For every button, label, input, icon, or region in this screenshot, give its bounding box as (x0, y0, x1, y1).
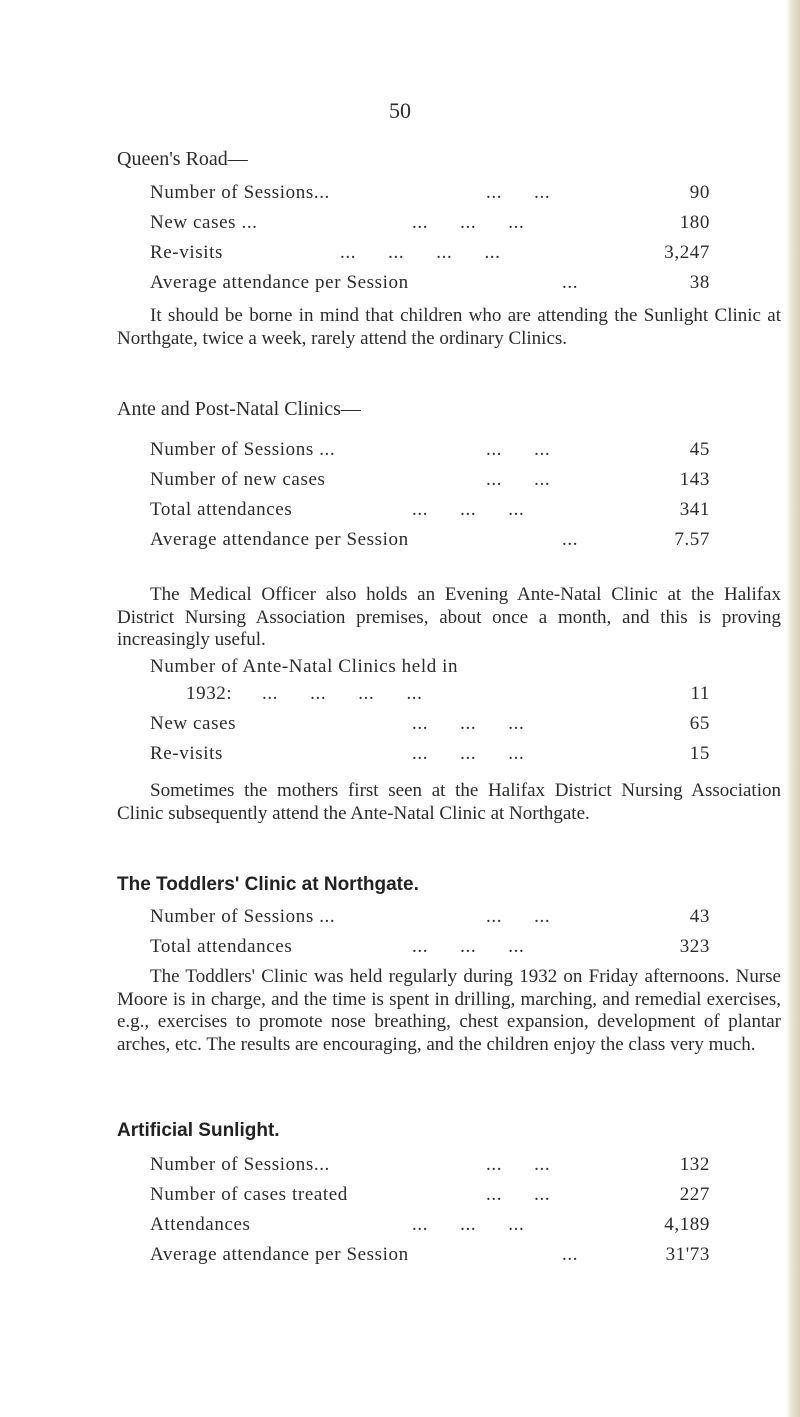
stat-label: Re-visits (150, 743, 223, 764)
dot-leader: ... ... ... (412, 1214, 525, 1235)
dot-leader: ... ... (486, 439, 551, 460)
stat-label: Number of Sessions ... (150, 906, 336, 927)
stat-label: New cases ... (150, 212, 258, 233)
stat-row (150, 713, 710, 739)
stat-label: Re-visits (150, 242, 223, 263)
dot-leader: ... ... (486, 1184, 551, 1205)
stat-label: Number of Sessions... (150, 1154, 330, 1175)
stat-label: Number of Sessions ... (150, 439, 336, 460)
stat-value: 11 (690, 683, 710, 704)
stat-label: 1932: (186, 683, 233, 704)
stat-label: Number of new cases (150, 469, 326, 490)
dot-leader: ... ... ... ... (262, 683, 423, 704)
dot-leader: ... ... (486, 906, 551, 927)
dot-leader: ... (562, 272, 579, 293)
queens-road-note: It should be borne in mind that children who are attending the Sunlight Clinic at Northgate, twice a week, rarely attend the ordinary Clinics. (117, 305, 781, 349)
stat-label: Total attendances (150, 936, 293, 957)
stat-label: Average attendance per Session (150, 529, 409, 550)
stat-value: 132 (679, 1154, 710, 1175)
page-edge-shadow (786, 0, 800, 1417)
stat-value: 3,247 (664, 242, 710, 263)
dot-leader: ... ... ... (412, 212, 525, 233)
stat-row (150, 242, 710, 268)
stat-value: 65 (689, 713, 710, 734)
stat-value: 4,189 (664, 1214, 710, 1235)
stat-row (150, 1154, 710, 1180)
stat-row (150, 683, 710, 709)
stat-row (150, 212, 710, 238)
stat-value: 180 (679, 212, 710, 233)
stat-row (150, 1214, 710, 1240)
stat-label: Average attendance per Session (150, 272, 409, 293)
stat-value: 43 (689, 906, 710, 927)
stat-value: 45 (689, 439, 710, 460)
stat-label: New cases (150, 713, 237, 734)
dot-leader: ... ... ... (412, 743, 525, 764)
stat-label: Average attendance per Session (150, 1244, 409, 1265)
evening-clinic-paragraph: The Medical Officer also holds an Evening Ante-Natal Clinic at the Halifax District Nursing Association premises, about once a month, and this is proving increasingly useful. (117, 584, 781, 650)
dot-leader: ... (562, 529, 579, 550)
stat-row (150, 1244, 710, 1270)
stat-row (150, 743, 710, 769)
dot-leader: ... ... ... ... (340, 242, 501, 263)
stat-row (150, 906, 710, 932)
stat-row (150, 499, 710, 525)
ante-post-natal-heading: Ante and Post-Natal Clinics— (117, 398, 361, 420)
stat-row (150, 529, 710, 555)
stat-label: Attendances (150, 1214, 251, 1235)
stat-label: Total attendances (150, 499, 293, 520)
stat-row (150, 469, 710, 495)
dot-leader: ... ... (486, 469, 551, 490)
queens-road-heading: Queen's Road— (117, 148, 248, 170)
artificial-sunlight-heading: Artificial Sunlight. (117, 1120, 280, 1141)
stat-row (150, 182, 710, 208)
toddlers-heading: The Toddlers' Clinic at Northgate. (117, 874, 419, 895)
stat-value: 31'73 (665, 1244, 710, 1265)
dot-leader: ... ... (486, 1154, 551, 1175)
dot-leader: ... ... ... (412, 936, 525, 957)
dot-leader: ... ... ... (412, 499, 525, 520)
stat-row (150, 439, 710, 465)
toddlers-paragraph: The Toddlers' Clinic was held regularly during 1932 on Friday afternoons. Nurse Moore is in charge, and the time is spent in drilling, marching, and remedial exercises, e.g., exercises to promote nose breathing, chest expansion, development of plantar arches, etc. The results are encouraging, and the children enjoy the class very much. (117, 966, 781, 1055)
stat-label: Number of Ante-Natal Clinics held in (150, 656, 459, 677)
stat-value: 90 (689, 182, 710, 203)
mothers-paragraph: Sometimes the mothers first seen at the Halifax District Nursing Association Clinic subsequently attend the Ante-Natal Clinic at Northgate. (117, 780, 781, 824)
dot-leader: ... ... (486, 182, 551, 203)
stat-row-heading (150, 656, 710, 682)
stat-label: Number of Sessions... (150, 182, 330, 203)
stat-value: 38 (689, 272, 710, 293)
dot-leader: ... ... ... (412, 713, 525, 734)
stat-value: 341 (679, 499, 710, 520)
stat-value: 15 (689, 743, 710, 764)
stat-value: 143 (679, 469, 710, 490)
dot-leader: ... (562, 1244, 579, 1265)
stat-row (150, 1184, 710, 1210)
stat-label: Number of cases treated (150, 1184, 348, 1205)
stat-row (150, 272, 710, 298)
stat-value: 7.57 (674, 529, 710, 550)
stat-value: 227 (679, 1184, 710, 1205)
stat-value: 323 (679, 936, 710, 957)
stat-row (150, 936, 710, 962)
page-number: 50 (389, 98, 411, 123)
